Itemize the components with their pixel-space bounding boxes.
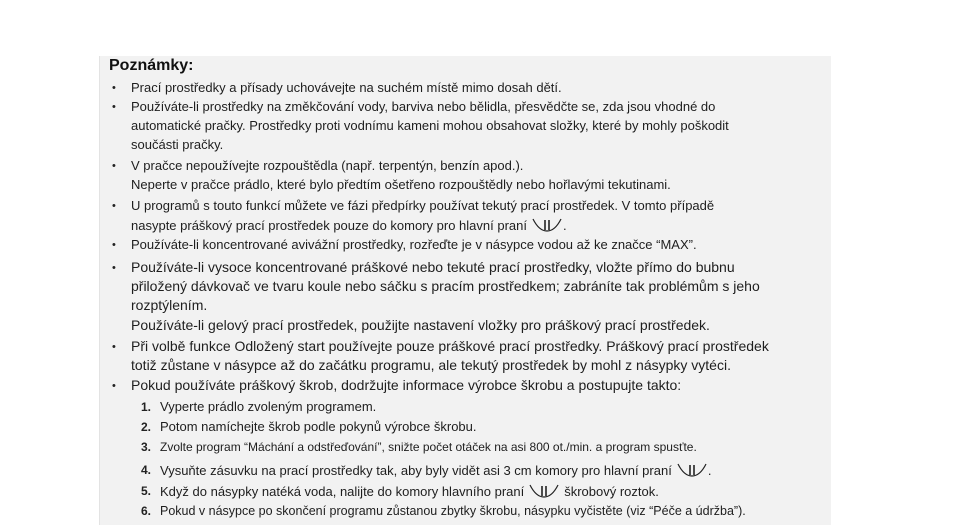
step-text: Když do násypky natéká voda, nalijte do komory hlavního praní škrobový roztok. (160, 484, 659, 499)
note-line: nasypte práškový prací prostředek pouze do komory pro hlavní praní . (131, 218, 567, 233)
note-line: Pokud používáte práškový škrob, dodržujte informace výrobce škrobu a postupujte takto: (131, 377, 682, 393)
step-number: 4. (141, 463, 152, 477)
note-line: Používáte-li prostředky na změkčování vody, barviva nebo bělidla, přesvědčte se, zda jsou vhodné do (131, 99, 716, 114)
step-number: 2. (141, 420, 152, 434)
step-text: Potom namíchejte škrob podle pokynů výrobce škrobu. (160, 419, 477, 434)
main-wash-compartment-icon (531, 216, 563, 234)
bullet-marker: • (112, 239, 116, 251)
step-text: Vyperte prádlo zvoleným programem. (160, 399, 377, 414)
note-line: Prací prostředky a přísady uchovávejte na suchém místě mimo dosah dětí. (131, 80, 562, 95)
notes-title: Poznámky: (109, 57, 194, 74)
bullet-marker: • (112, 82, 116, 94)
note-line: Při volbě funkce Odložený start používejte pouze práškové prací prostředky. Práškový prací prostředek (131, 338, 769, 354)
bullet-marker: • (112, 380, 116, 392)
bullet-marker: • (112, 341, 116, 353)
step-text: Vysuňte zásuvku na prací prostředky tak, aby byly vidět asi 3 cm komory pro hlavní praní . (160, 463, 712, 478)
main-wash-compartment-icon (676, 461, 708, 479)
step-number: 3. (141, 440, 152, 454)
step-text: Pokud v násypce po skončení programu zůstanou zbytky škrobu, násypku vyčistěte (viz “Péče a údržba”). (160, 504, 746, 518)
bullet-marker: • (112, 160, 116, 172)
step-number: 6. (141, 504, 152, 518)
note-line: Používáte-li gelový prací prostředek, použijte nastavení vložky pro práškový prací prostředek. (131, 317, 710, 333)
note-line: Používáte-li vysoce koncentrované práškové nebo tekuté prací prostředky, vložte přímo do bubnu (131, 259, 735, 275)
note-line: U programů s touto funkcí můžete ve fázi předpírky používat tekutý prací prostředek. V tomto případě (131, 198, 715, 213)
note-line: V pračce nepoužívejte rozpouštědla (např. terpentýn, benzín apod.). (131, 158, 524, 173)
note-line: Používáte-li koncentrované avivážní prostředky, rozřeďte je v násypce vodou až ke značce “MAX”. (131, 237, 697, 252)
note-line: rozptýlením. (131, 297, 208, 313)
main-wash-compartment-icon (528, 482, 560, 500)
step-number: 5. (141, 484, 152, 498)
step-text: Zvolte program “Máchání a odstřeďování”, snižte počet otáček na asi 800 ot./min. a program spusťte. (160, 440, 697, 454)
note-line: Neperte v pračce prádlo, které bylo předtím ošetřeno rozpouštědly nebo hořlavými tekutinami. (131, 177, 671, 192)
note-line: součásti pračky. (131, 137, 224, 152)
note-line: automatické pračky. Prostředky proti vodnímu kameni mohou obsahovat složky, které by mohly poškodit (131, 118, 729, 133)
note-line: přiložený dávkovač ve tvaru koule nebo sáčku s pracím prostředkem; zabráníte tak problémům s jeho (131, 278, 760, 294)
bullet-marker: • (112, 101, 116, 113)
bullet-marker: • (112, 200, 116, 212)
bullet-marker: • (112, 262, 116, 274)
note-line: totiž zůstane v násypce až do začátku programu, ale tekutý prostředek by mohl z násypky vytéci. (131, 357, 731, 373)
step-number: 1. (141, 400, 152, 414)
